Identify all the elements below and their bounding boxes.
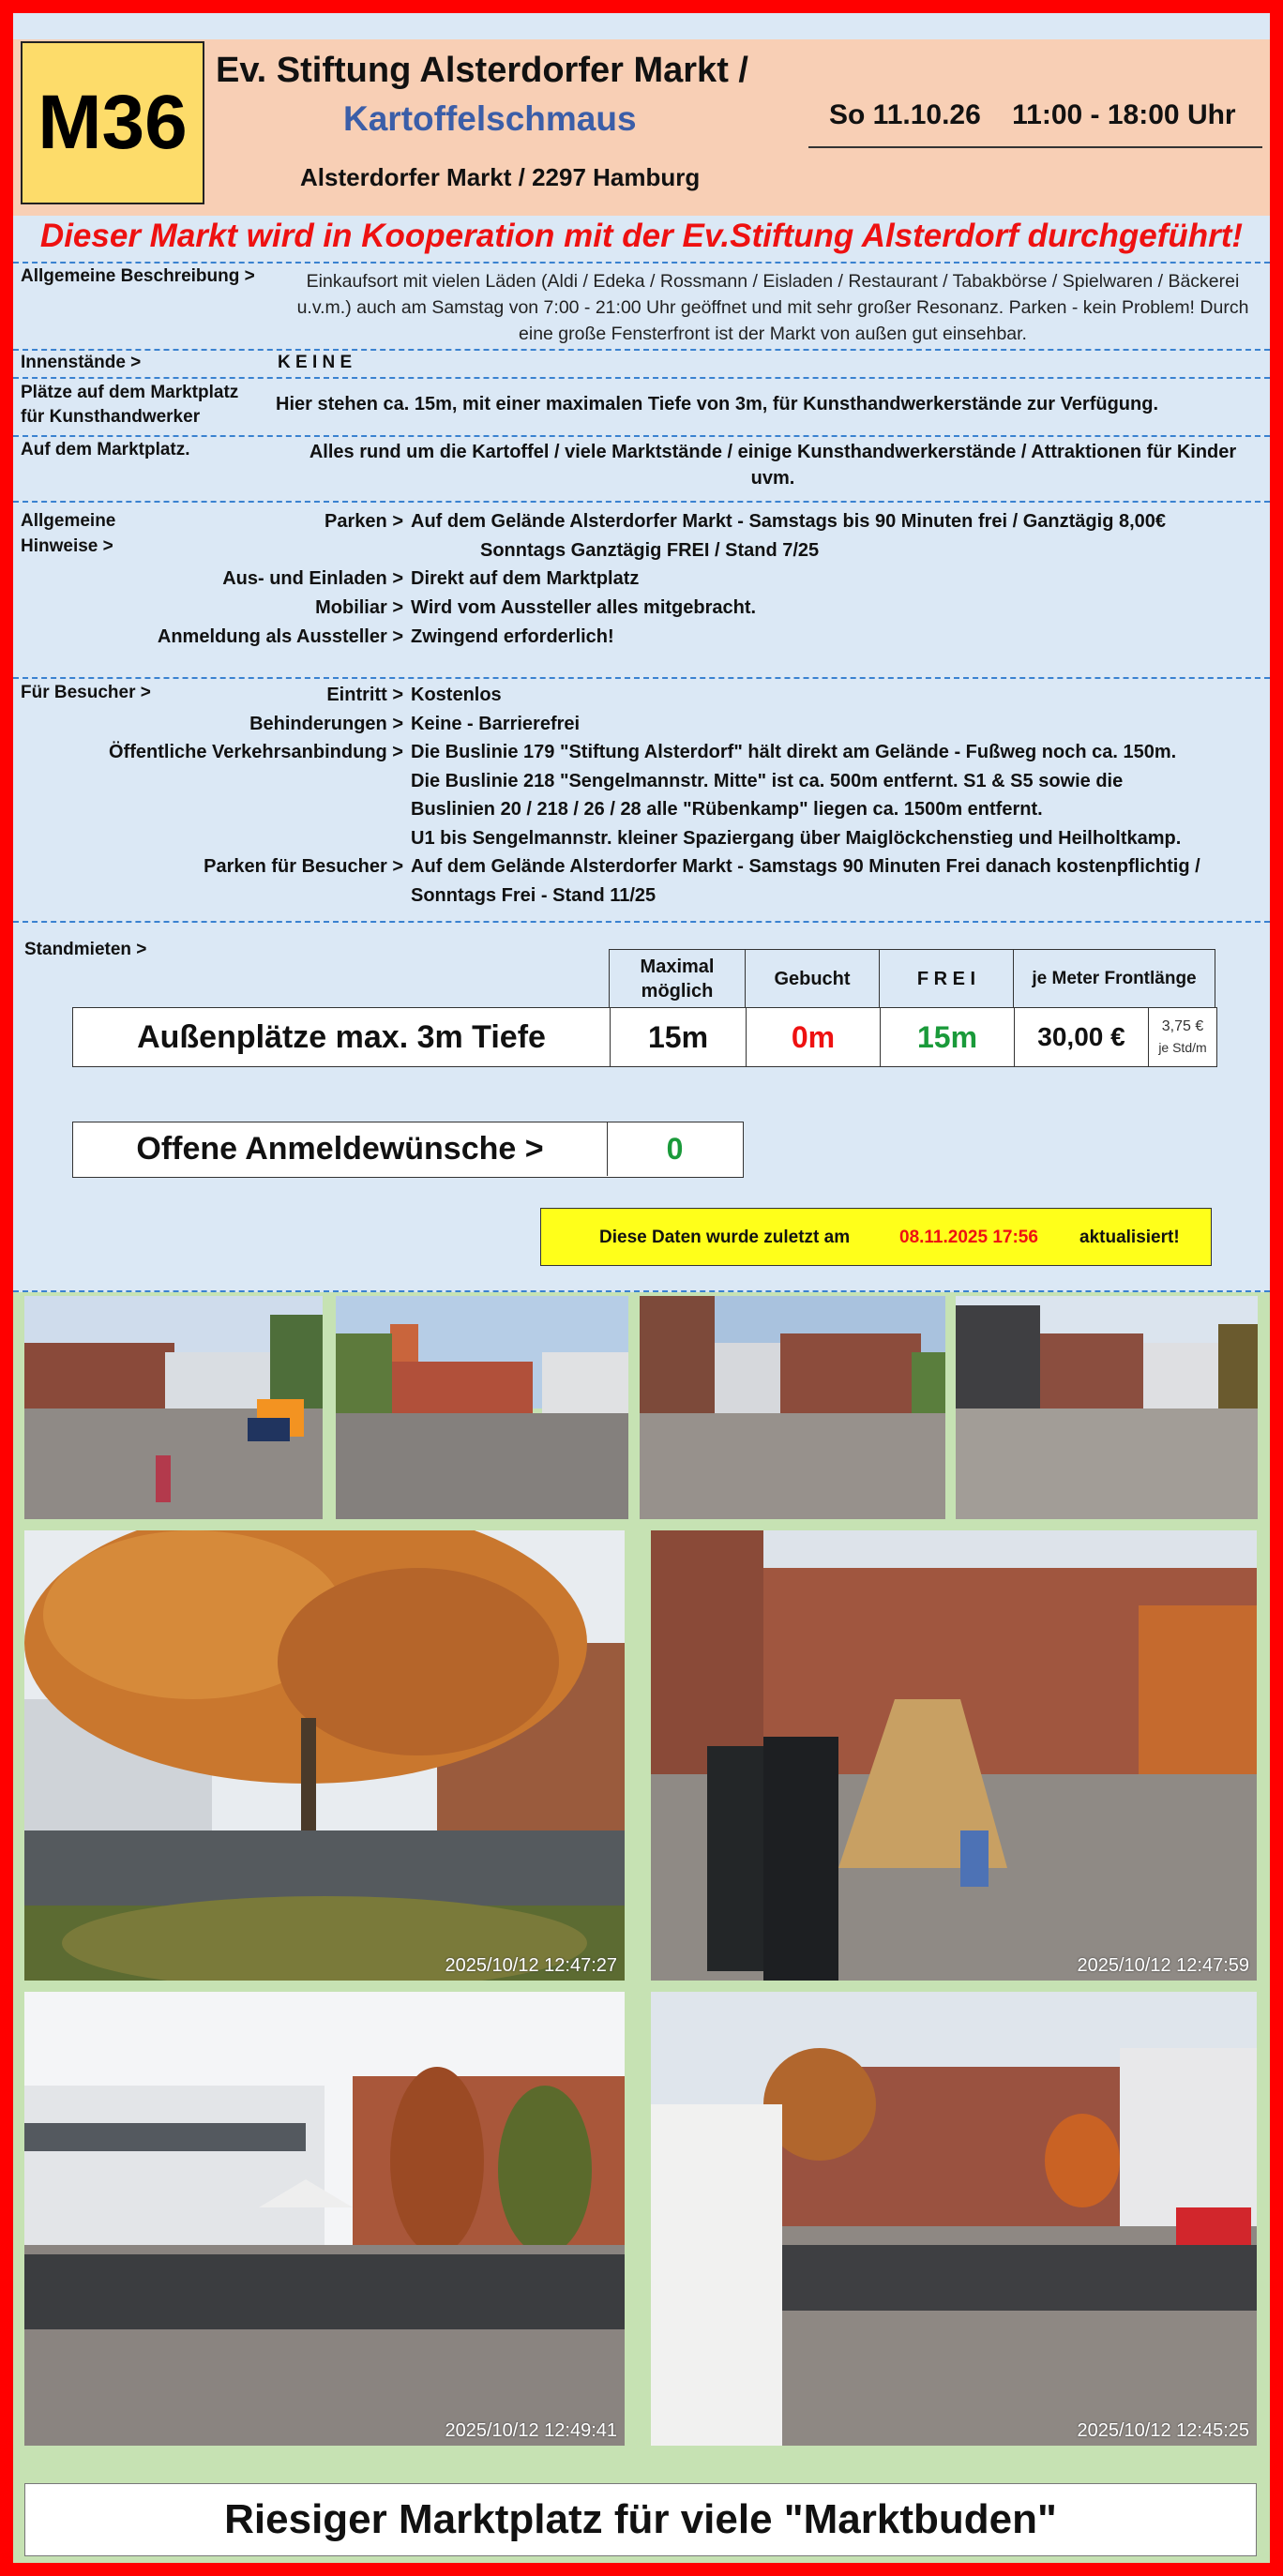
craft-label — [21, 381, 238, 429]
market-photo — [651, 1992, 1257, 2446]
pending-requests-box — [72, 1122, 744, 1178]
rent-free: 15m — [881, 1008, 1015, 1067]
market-photo — [651, 1530, 1257, 1981]
update-timestamp: 08.11.2025 17:56 — [899, 1228, 1038, 1247]
indoor-value: K E I N E — [278, 353, 353, 372]
visitor-value: Keine - Barrierefrei — [411, 714, 581, 734]
market-text-line1: Alles rund um die Kartoffel / viele Marktstände / einige Kunsthandwerkerstände / Attraktionen für Kinder — [309, 442, 1237, 462]
rent-table-row — [72, 1007, 1217, 1067]
hints-label-line1: Allgemeine — [21, 511, 116, 531]
divider — [13, 921, 1270, 923]
rent-booked: 0m — [747, 1008, 881, 1067]
pending-label: Offene Anmeldewünsche > — [73, 1122, 608, 1176]
footer-caption: Riesiger Marktplatz für viele "Marktbuden" — [24, 2483, 1257, 2556]
rent-hourly — [1149, 1008, 1217, 1067]
col-booked: Gebucht — [746, 950, 880, 1009]
col-max-line1: Maximal — [640, 957, 715, 977]
general-description: Einkaufsort mit vielen Läden (Aldi / Edeka / Rossmann / Eisladen / Restaurant / Tabakbörse / Spielwaren / Bäckerei u.v.m.) auch am Samstag von 7:00 - 21:00 Uhr geöffnet und mit sehr großer Resonanz. Parken - kein Problem! Durch eine große Fensterfront ist der Markt von außen gut einsehbar. — [296, 271, 1249, 344]
col-free: F R E I — [880, 950, 1014, 1009]
hint-value: Direkt auf dem Marktplatz — [411, 568, 640, 589]
hint-key: Anmeldung als Aussteller > — [157, 626, 403, 647]
visitor-key: Parken für Besucher > — [204, 856, 403, 877]
hint-key: Aus- und Einladen > — [222, 568, 403, 589]
market-photo — [24, 1992, 625, 2446]
divider — [13, 262, 1270, 264]
event-date: So 11.10.26 — [829, 99, 981, 130]
visitor-value: Kostenlos — [411, 685, 502, 705]
divider — [13, 435, 1270, 437]
hint-value: Sonntags Ganztägig FREI / Stand 7/25 — [480, 540, 820, 561]
col-max — [610, 950, 746, 1009]
rent-price: 30,00 € — [1015, 1008, 1149, 1067]
photo-timestamp: 2025/10/12 12:45:25 — [1077, 2420, 1249, 2441]
event-datetime — [829, 99, 1236, 131]
craft-label-line1: Plätze auf dem Marktplatz — [21, 383, 239, 402]
visitor-value: Sonntags Frei - Stand 11/25 — [411, 885, 657, 906]
visitors-label: Für Besucher > — [21, 683, 151, 702]
footer — [13, 2483, 1270, 2563]
visitor-key: Öffentliche Verkehrsanbindung > — [109, 742, 403, 762]
top-strip — [13, 13, 1270, 39]
last-update-box — [540, 1208, 1212, 1266]
market-photo — [24, 1530, 625, 1981]
hints-label-line2: Hinweise > — [21, 536, 113, 556]
indoor-label: Innenstände > — [21, 353, 142, 372]
visitor-value: Die Buslinie 179 "Stiftung Alsterdorf" hält direkt am Gelände - Fußweg noch ca. 150m. — [411, 742, 1177, 762]
general-label: Allgemeine Beschreibung > — [21, 266, 255, 286]
page-subtitle: Kartoffelschmaus — [343, 99, 637, 138]
rent-max: 15m — [611, 1008, 747, 1067]
visitor-value: Auf dem Gelände Alsterdorfer Markt - Samstags 90 Minuten Frei danach kostenpflichtig / — [411, 856, 1200, 877]
market-photo — [336, 1296, 628, 1519]
photo-timestamp: 2025/10/12 12:47:27 — [445, 1955, 617, 1976]
hint-value: Zwingend erforderlich! — [411, 626, 614, 647]
visitor-value: Die Buslinie 218 "Sengelmannstr. Mitte" ist ca. 500m entfernt. S1 & S5 sowie die — [411, 771, 1124, 791]
update-suffix: aktualisiert! — [1079, 1228, 1180, 1247]
craft-text: Hier stehen ca. 15m, mit einer maximalen Tiefe von 3m, für Kunsthandwerkerstände zur Verfügung. — [276, 394, 1159, 414]
event-time: 11:00 - 18:00 Uhr — [1012, 99, 1236, 130]
hint-key: Parken > — [325, 511, 403, 532]
market-photo — [640, 1296, 945, 1519]
market-text — [285, 439, 1260, 491]
rent-hourly-price: 3,75 € — [1161, 1018, 1204, 1034]
market-code: M36 — [21, 41, 204, 204]
market-photo — [956, 1296, 1258, 1519]
rent-label: Standmieten > — [24, 940, 147, 959]
col-max-line2: möglich — [641, 981, 714, 1002]
rent-hourly-unit: je Std/m — [1158, 1040, 1207, 1055]
hint-value: Auf dem Gelände Alsterdorfer Markt - Samstags bis 90 Minuten frei / Ganztägig 8,00€ — [411, 511, 1167, 532]
divider — [13, 349, 1270, 351]
photo-timestamp: 2025/10/12 12:49:41 — [445, 2420, 617, 2441]
divider — [13, 501, 1270, 503]
market-photo — [24, 1296, 323, 1519]
divider — [13, 377, 1270, 379]
hint-value: Wird vom Aussteller alles mitgebracht. — [411, 597, 757, 618]
page-frame — [13, 13, 1270, 2563]
pending-value: 0 — [666, 1132, 684, 1166]
rent-row-label: Außenplätze max. 3m Tiefe — [73, 1008, 611, 1067]
address: Alsterdorfer Markt / 2297 Hamburg — [300, 163, 701, 191]
col-price: je Meter Frontlänge — [1014, 950, 1215, 1009]
market-text-line2: uvm. — [750, 468, 795, 489]
photo-timestamp: 2025/10/12 12:47:59 — [1077, 1955, 1249, 1976]
update-prefix: Diese Daten wurde zuletzt am — [599, 1228, 851, 1247]
visitor-key: Eintritt > — [326, 685, 403, 705]
cooperation-banner: Dieser Markt wird in Kooperation mit der Ev.Stiftung Alsterdorf durchgeführt! — [39, 218, 1244, 254]
market-label: Auf dem Marktplatz. — [21, 440, 190, 459]
rent-table-header — [609, 949, 1215, 1009]
header-divider — [808, 146, 1262, 148]
divider — [13, 677, 1270, 679]
visitor-value: Buslinien 20 / 218 / 26 / 28 alle "Rübenkamp" liegen ca. 1500m entfernt. — [411, 799, 1043, 820]
photo-gallery — [13, 1292, 1270, 2483]
visitor-value: U1 bis Sengelmannstr. kleiner Spaziergang über Maiglöckchenstieg und Heilholtkamp. — [411, 828, 1182, 849]
hints-label — [21, 508, 115, 559]
visitor-key: Behinderungen > — [249, 714, 403, 734]
hint-key: Mobiliar > — [315, 597, 403, 618]
page-title: Ev. Stiftung Alsterdorfer Markt / — [216, 51, 748, 90]
craft-label-line2: für Kunsthandwerker — [21, 407, 201, 427]
